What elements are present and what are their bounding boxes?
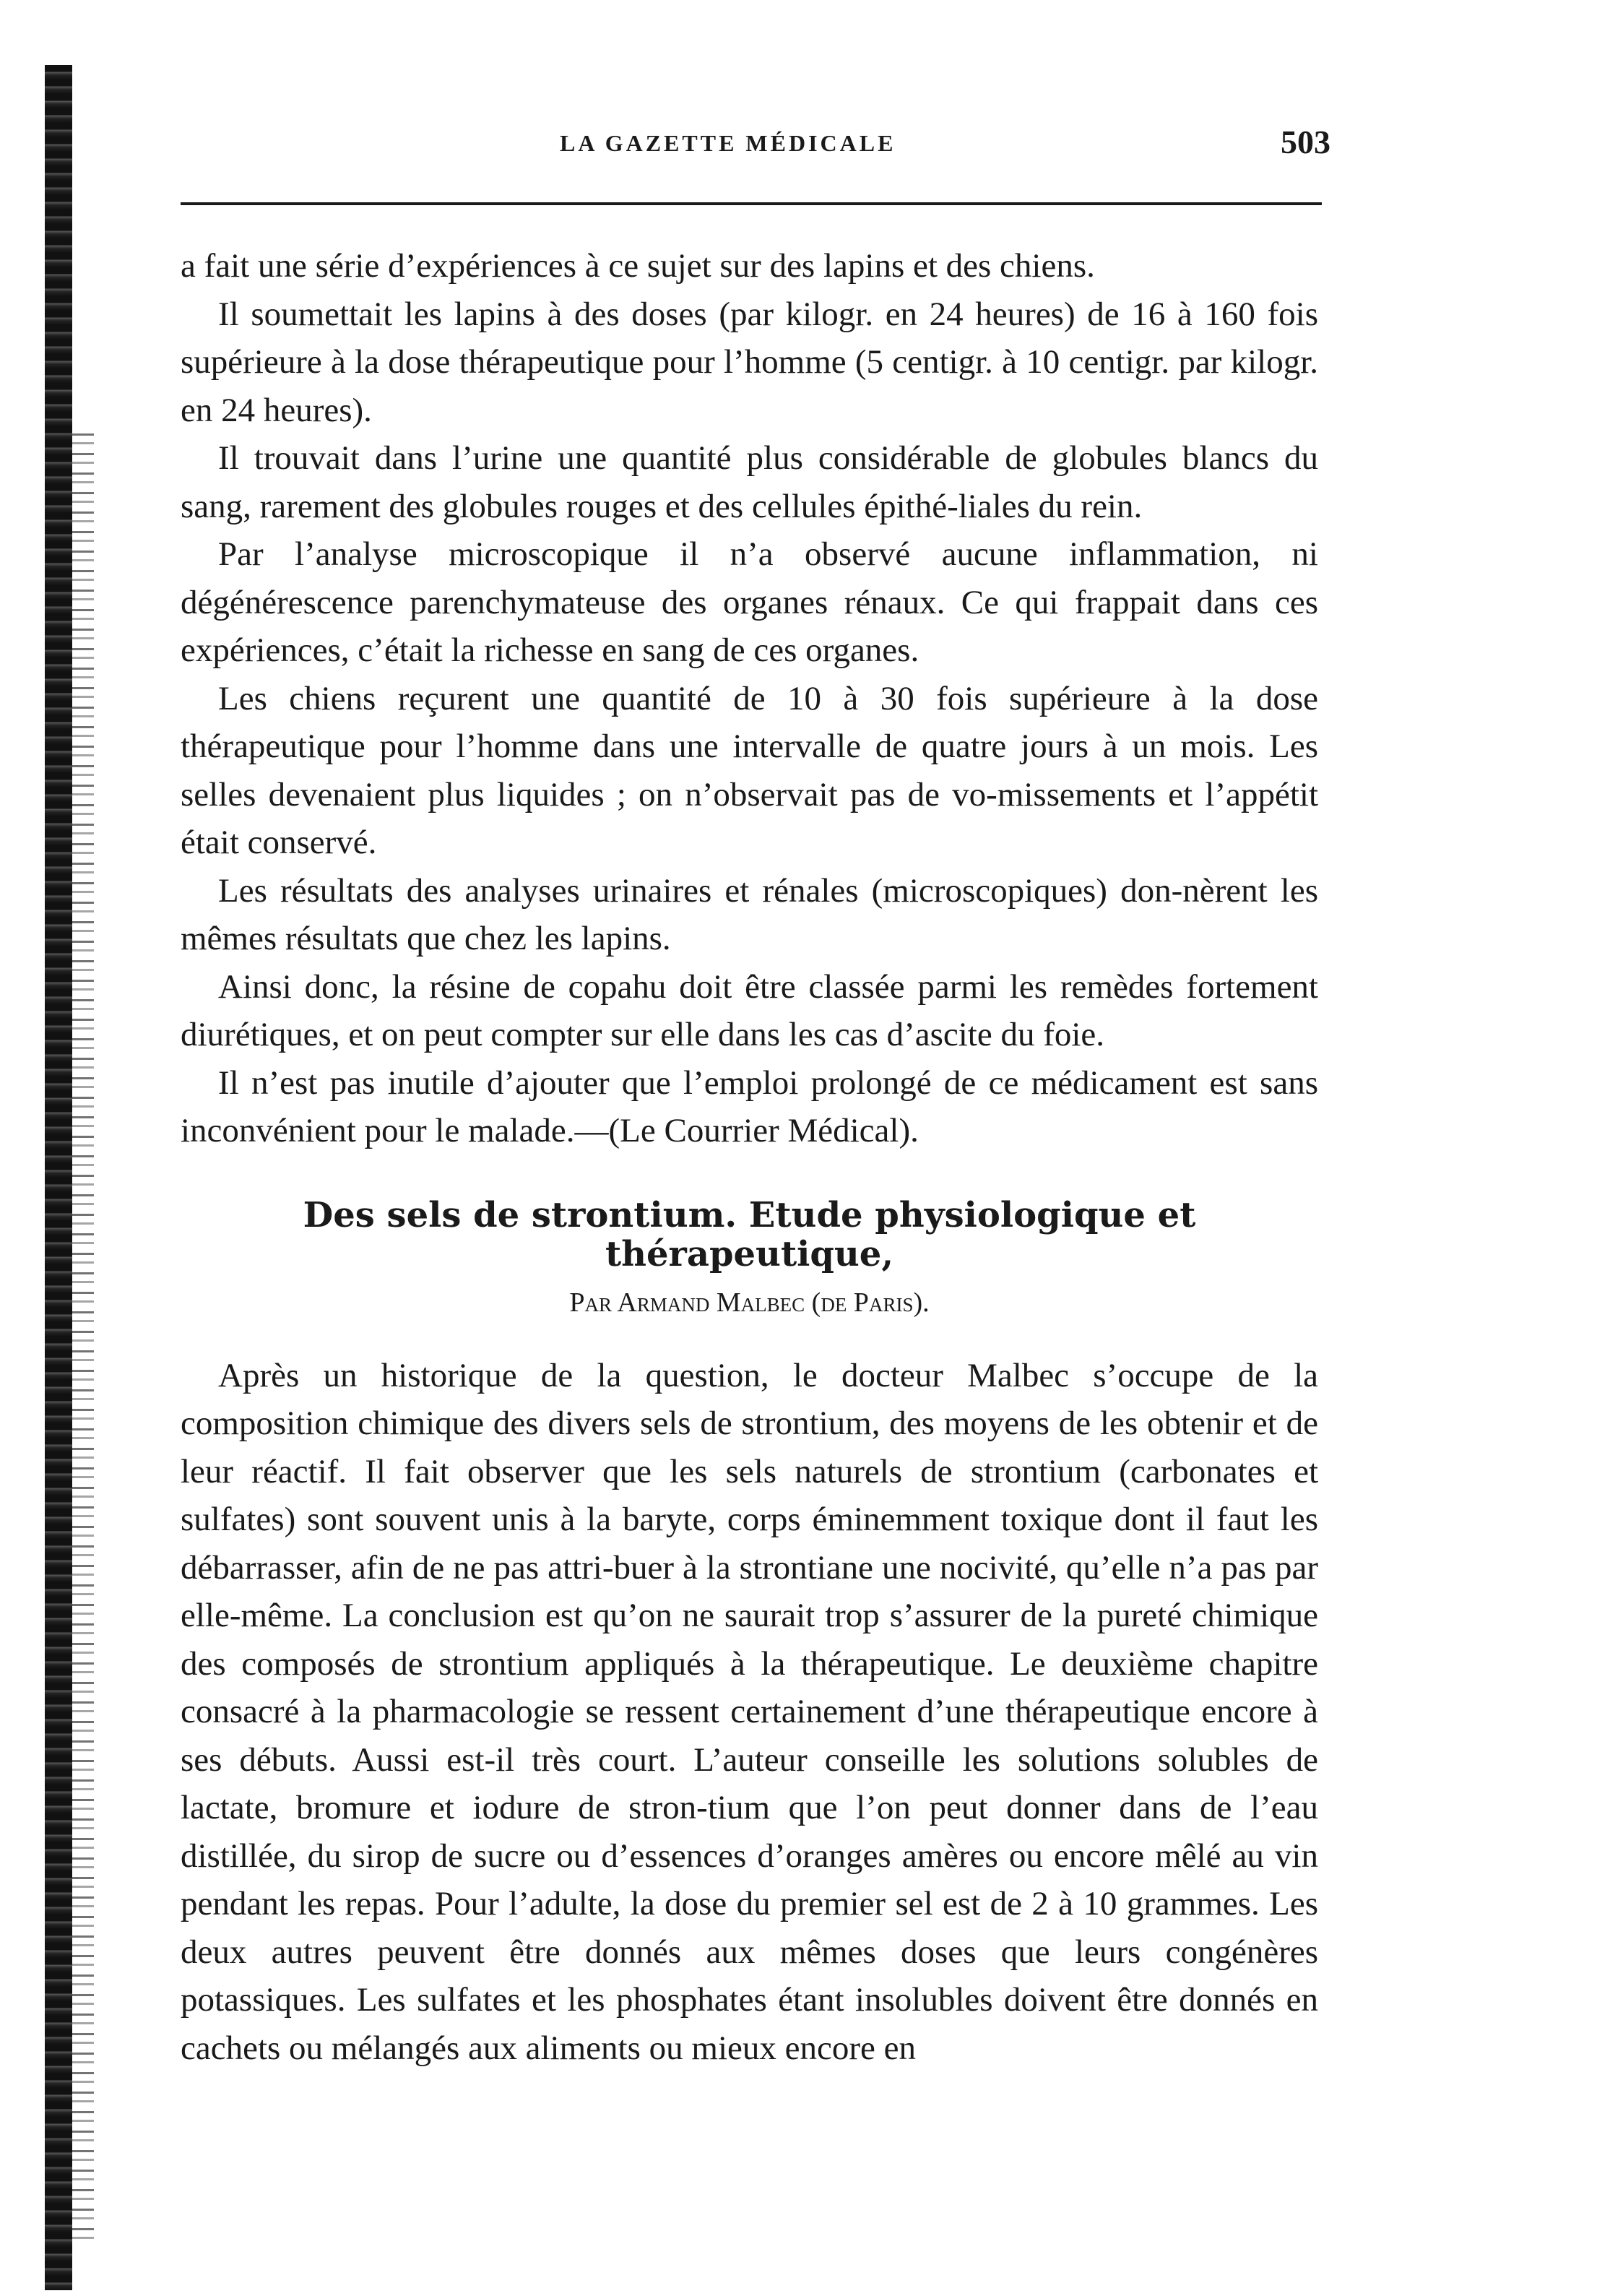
paragraph: Les résultats des analyses urinaires et rénales (microscopiques) don-nèrent les mêmes résultats que chez les lapins. [181,871,1318,957]
paragraph: Par l’analyse microscopique il n’a observé aucune inflammation, ni dégénérescence parenchymateuse des organes rénaux. Ce qui frappait dans ces expériences, c’était la richesse en sang de ces organes. [181,535,1318,669]
paragraph: a fait une série d’expériences à ce sujet sur des lapins et des chiens. [181,247,1095,285]
paragraph: Les chiens reçurent une quantité de 10 à 30 fois supérieure à la dose thérapeutique pour l’homme dans une intervalle de quatre jours à un mois. Les selles devenaient plus liquides ; on n’observait pas de vo-missements et l’appétit était conservé. [181,679,1318,861]
paragraph: Après un historique de la question, le docteur Malbec s’occupe de la composition chimique des divers sels de strontium, des moyens de les obtenir et de leur réactif. Il fait observer que les sels naturels de strontium (carbonates et sulfates) sont souvent unis à la baryte, corps éminemment toxique dont il faut les débarrasser, afin de ne pas attri-buer à la strontiane une nocivité, qu’elle n’a pas par elle-même. La conclusion est qu’on ne saurait trop s’assurer de la pureté chimique des composés de strontium appliqués à la thérapeutique. Le deuxième chapitre consacré à la pharmacologie se ressent certainement d’une thérapeutique encore à ses débuts. Aussi est-il très court. L’auteur conseille les solutions solubles de lactate, bromure et iodure de stron-tium que l’on peut donner dans de l’eau distillée, du sirop de sucre ou d’essences d’oranges amères ou encore mêlé au vin pendant les repas. Pour l’adulte, la dose du premier sel est de 2 à 10 grammes. Les deux autres peuvent être donnés aux mêmes doses que leurs congénères potassiques. Les sulfates et les phosphates étant insolubles doivent être donnés en cachets ou mélangés aux aliments ou mieux encore en [181,1356,1318,2067]
paragraph: Il soumettait les lapins à des doses (par kilogr. en 24 heures) de 16 à 160 fois supérieure à la dose thérapeutique pour l’homme (5 centigr. à 10 centigr. par kilogr. en 24 heures). [181,295,1318,429]
page-number: 503 [1281,124,1330,160]
paragraph: Il trouvait dans l’urine une quantité plus considérable de globules blancs du sang, rarement des globules rouges et des cellules épithé-liales du rein. [181,439,1318,525]
article-byline: Par Armand Malbec (de Paris). [569,1287,930,1318]
article-title: Des sels de strontium. Etude physiologique et thérapeutique, [303,1194,1196,1274]
binding-edge-shadow [45,65,72,2290]
body-text [181,242,1318,2072]
paragraph: Il n’est pas inutile d’ajouter que l’emploi prolongé de ce médicament est sans inconvénient pour le malade.—(Le Courrier Médical). [181,1063,1318,1149]
running-title: LA GAZETTE MÉDICALE [560,130,896,156]
binding-speckle [72,433,94,2240]
header-rule [181,202,1322,205]
paragraph: Ainsi donc, la résine de copahu doit être classée parmi les remèdes fortement diurétiques, et on peut compter sur elle dans les cas d’ascite du foie. [181,967,1318,1053]
